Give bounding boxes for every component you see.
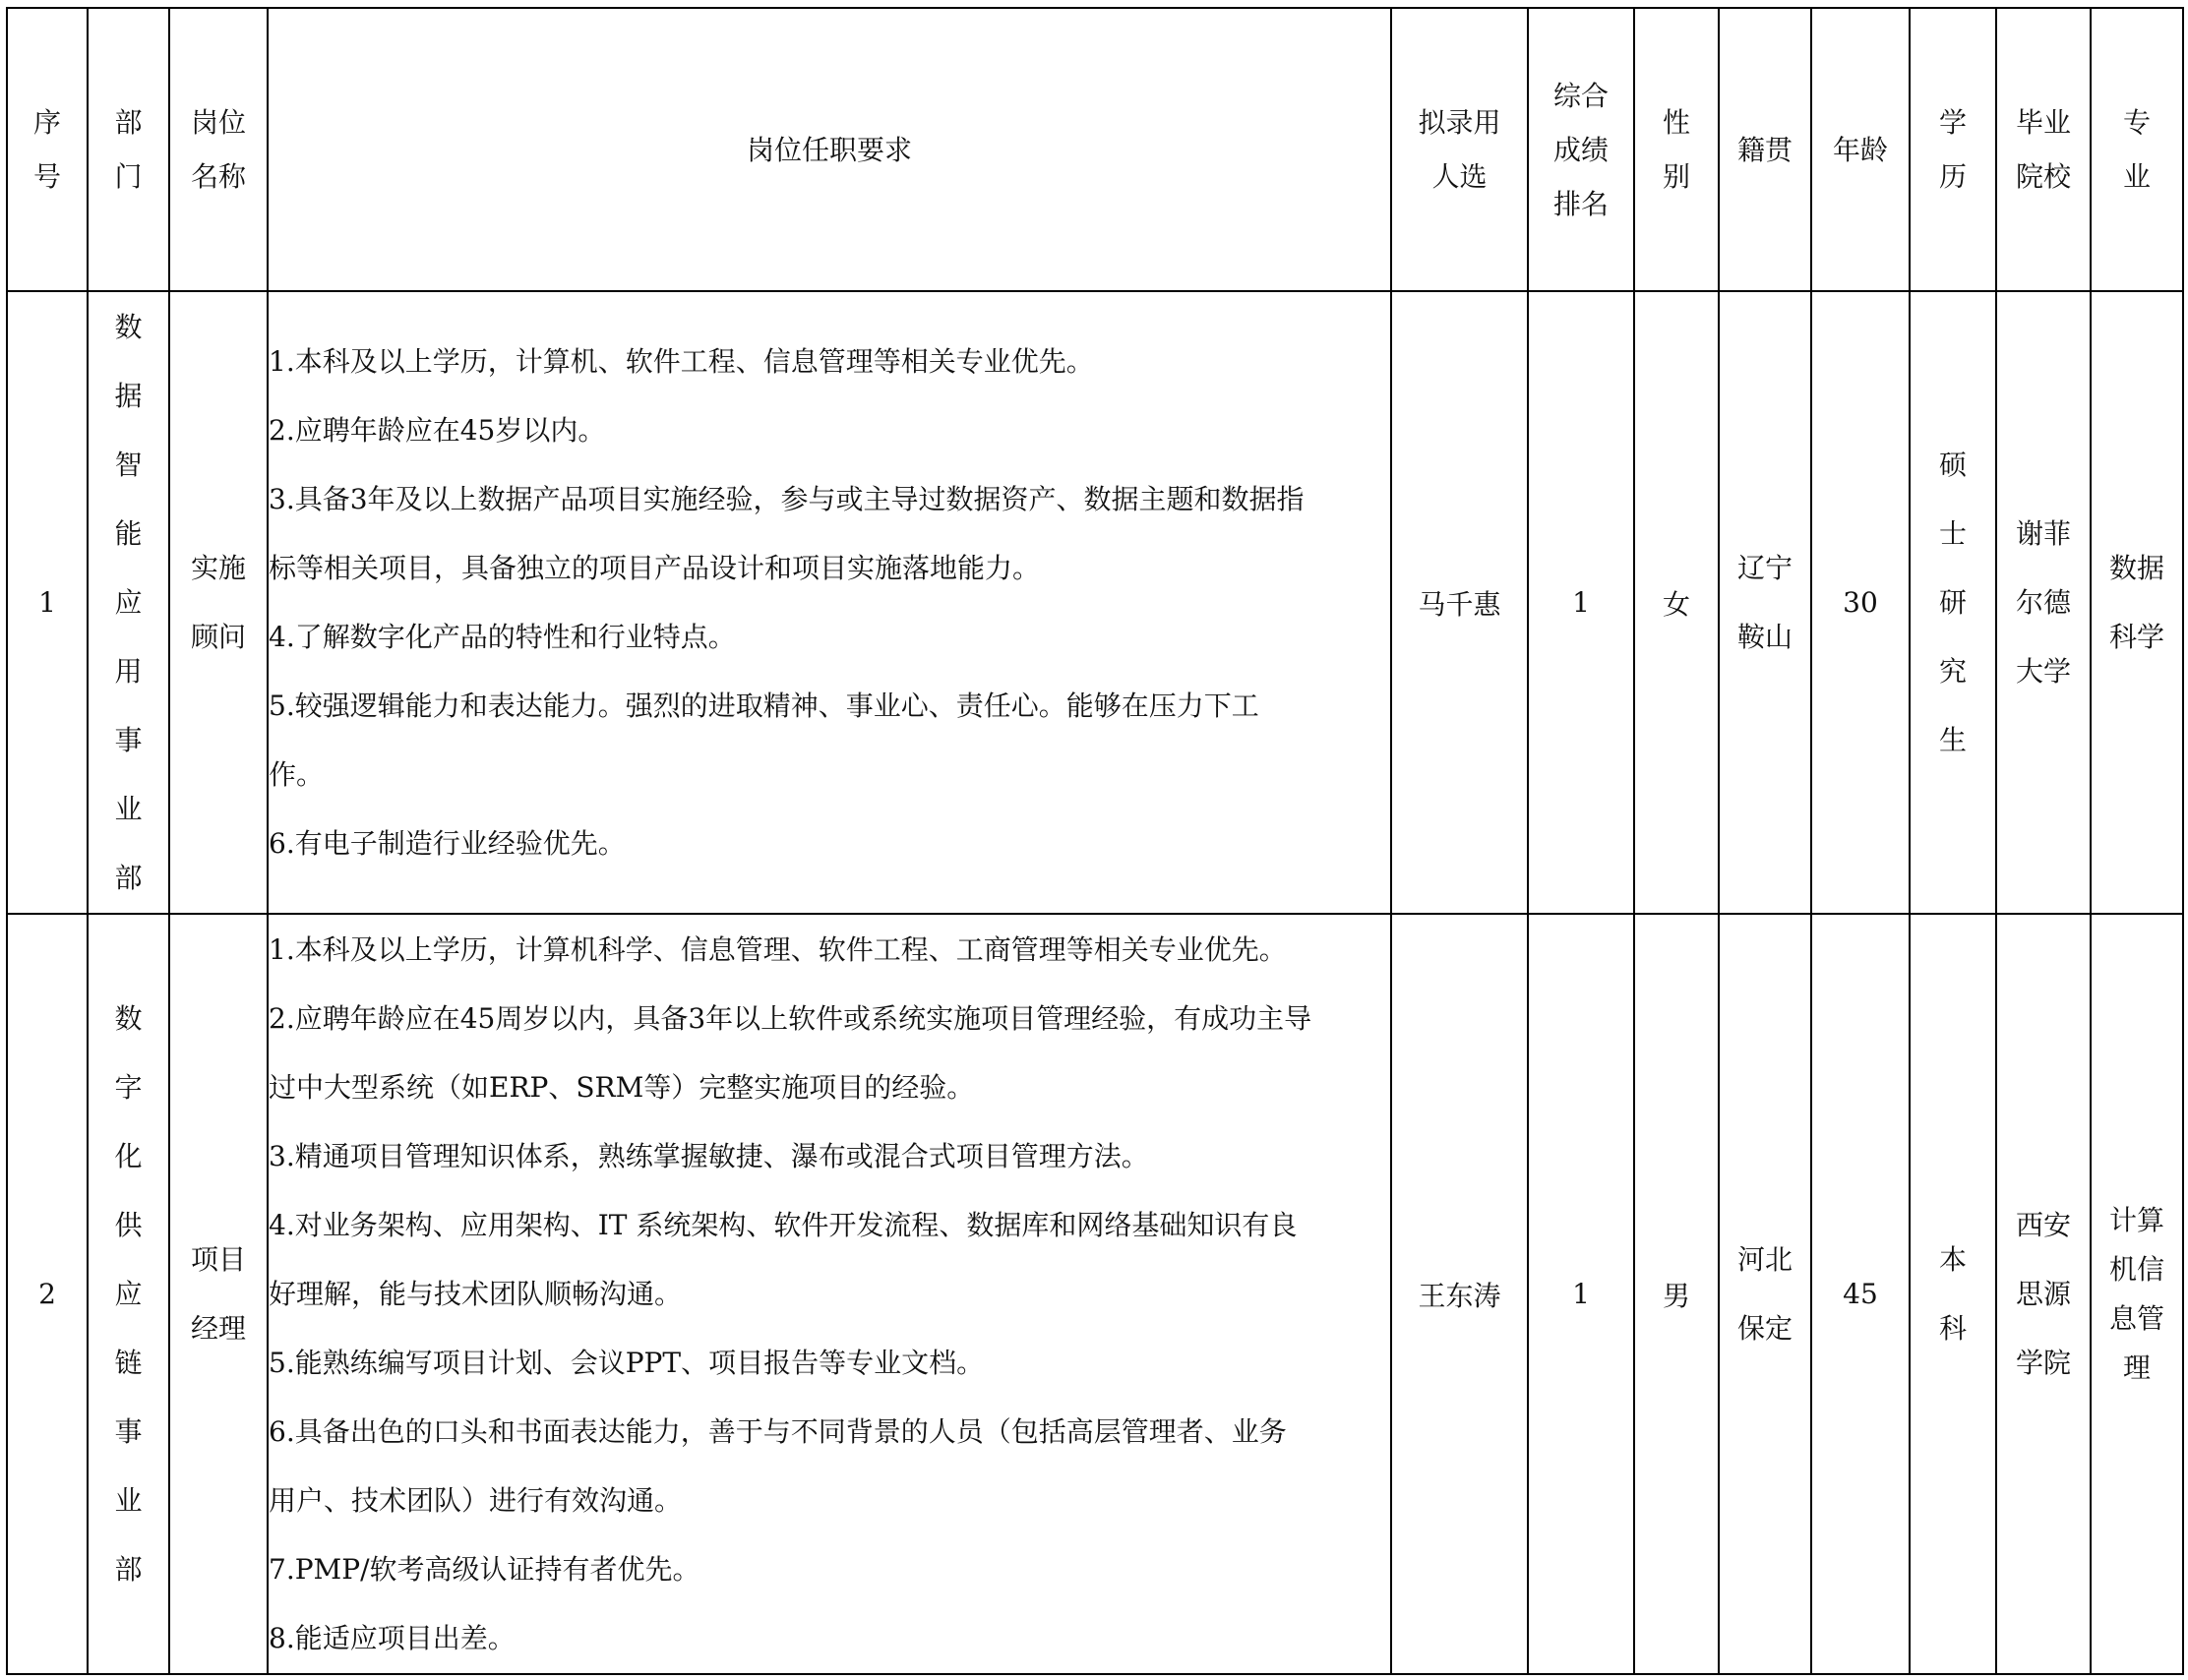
requirement-line: 标等相关项目，具备独立的项目产品设计和项目实施落地能力。: [269, 551, 1041, 584]
header-education: 学 历: [1910, 8, 1996, 291]
requirement-line: 6.有电子制造行业经验优先。: [269, 826, 626, 860]
row-education: 本 科: [1910, 914, 1996, 1674]
requirement-line: 5.能熟练编写项目计划、会议PPT、项目报告等专业文档。: [269, 1346, 985, 1379]
row-dept: 数 据 智 能 应 用 事 业 部: [88, 291, 169, 914]
header-requirements: 岗位任职要求: [268, 8, 1391, 291]
row-origin: 河北 保定: [1719, 914, 1811, 1674]
requirement-line: 作。: [269, 757, 325, 791]
header-major: 专 业: [2091, 8, 2183, 291]
requirement-line: 好理解，能与技术团队顺畅沟通。: [269, 1277, 683, 1310]
requirement-line: 4.对业务架构、应用架构、IT 系统架构、软件开发流程、数据库和网络基础知识有良: [269, 1208, 1298, 1241]
header-candidate: 拟录用 人选: [1391, 8, 1528, 291]
row-seq: 1: [7, 291, 88, 914]
header-rank: 综合 成绩 排名: [1528, 8, 1634, 291]
row-gender: 女: [1634, 291, 1719, 914]
header-origin: 籍贯: [1719, 8, 1811, 291]
header-row: [7, 8, 2183, 291]
row-gender: 男: [1634, 914, 1719, 1674]
requirement-line: 1.本科及以上学历，计算机科学、信息管理、软件工程、工商管理等相关专业优先。: [269, 932, 1287, 966]
row-requirements: [268, 914, 1391, 1674]
requirement-line: 用户、技术团队）进行有效沟通。: [269, 1483, 683, 1517]
row-school: 西安 思源 学院: [1996, 914, 2091, 1674]
row-origin: 辽宁 鞍山: [1719, 291, 1811, 914]
row-position: 实施 顾问: [169, 291, 268, 914]
row-requirements: [268, 291, 1391, 914]
header-position: 岗位 名称: [169, 8, 268, 291]
header-age: 年龄: [1811, 8, 1910, 291]
requirement-line: 5.较强逻辑能力和表达能力。强烈的进取精神、事业心、责任心。能够在压力下工: [269, 689, 1259, 722]
row-candidate: 马千惠: [1391, 291, 1528, 914]
requirement-line: 3.具备3年及以上数据产品项目实施经验，参与或主导过数据资产、数据主题和数据指: [269, 482, 1305, 515]
row-age: 30: [1811, 291, 1910, 914]
requirement-line: 2.应聘年龄应在45周岁以内，具备3年以上软件或系统实施项目管理经验，有成功主导: [269, 1001, 1312, 1035]
table-row: [7, 914, 2183, 1674]
requirement-line: 7.PMP/软考高级认证持有者优先。: [269, 1552, 700, 1586]
row-dept: 数 字 化 供 应 链 事 业 部: [88, 914, 169, 1674]
header-seq: 序 号: [7, 8, 88, 291]
row-school: 谢菲 尔德 大学: [1996, 291, 2091, 914]
recruitment-table: [6, 7, 2184, 1675]
row-rank: 1: [1528, 914, 1634, 1674]
requirement-line: 6.具备出色的口头和书面表达能力，善于与不同背景的人员（包括高层管理者、业务: [269, 1414, 1287, 1448]
requirement-line: 2.应聘年龄应在45岁以内。: [269, 413, 606, 447]
header-school: 毕业 院校: [1996, 8, 2091, 291]
requirement-line: 过中大型系统（如ERP、SRM等）完整实施项目的经验。: [269, 1070, 975, 1104]
row-major: 计算 机信 息管 理: [2091, 914, 2183, 1674]
row-major: 数据 科学: [2091, 291, 2183, 914]
header-gender: 性 别: [1634, 8, 1719, 291]
header-dept: 部 门: [88, 8, 169, 291]
row-position: 项目 经理: [169, 914, 268, 1674]
row-candidate: 王东涛: [1391, 914, 1528, 1674]
row-age: 45: [1811, 914, 1910, 1674]
requirement-line: 4.了解数字化产品的特性和行业特点。: [269, 620, 736, 653]
requirement-line: 1.本科及以上学历，计算机、软件工程、信息管理等相关专业优先。: [269, 344, 1094, 378]
row-education: 硕 士 研 究 生: [1910, 291, 1996, 914]
requirement-line: 8.能适应项目出差。: [269, 1621, 516, 1654]
requirement-line: 3.精通项目管理知识体系，熟练掌握敏捷、瀑布或混合式项目管理方法。: [269, 1139, 1149, 1172]
row-rank: 1: [1528, 291, 1634, 914]
row-seq: 2: [7, 914, 88, 1674]
table-row: [7, 291, 2183, 914]
